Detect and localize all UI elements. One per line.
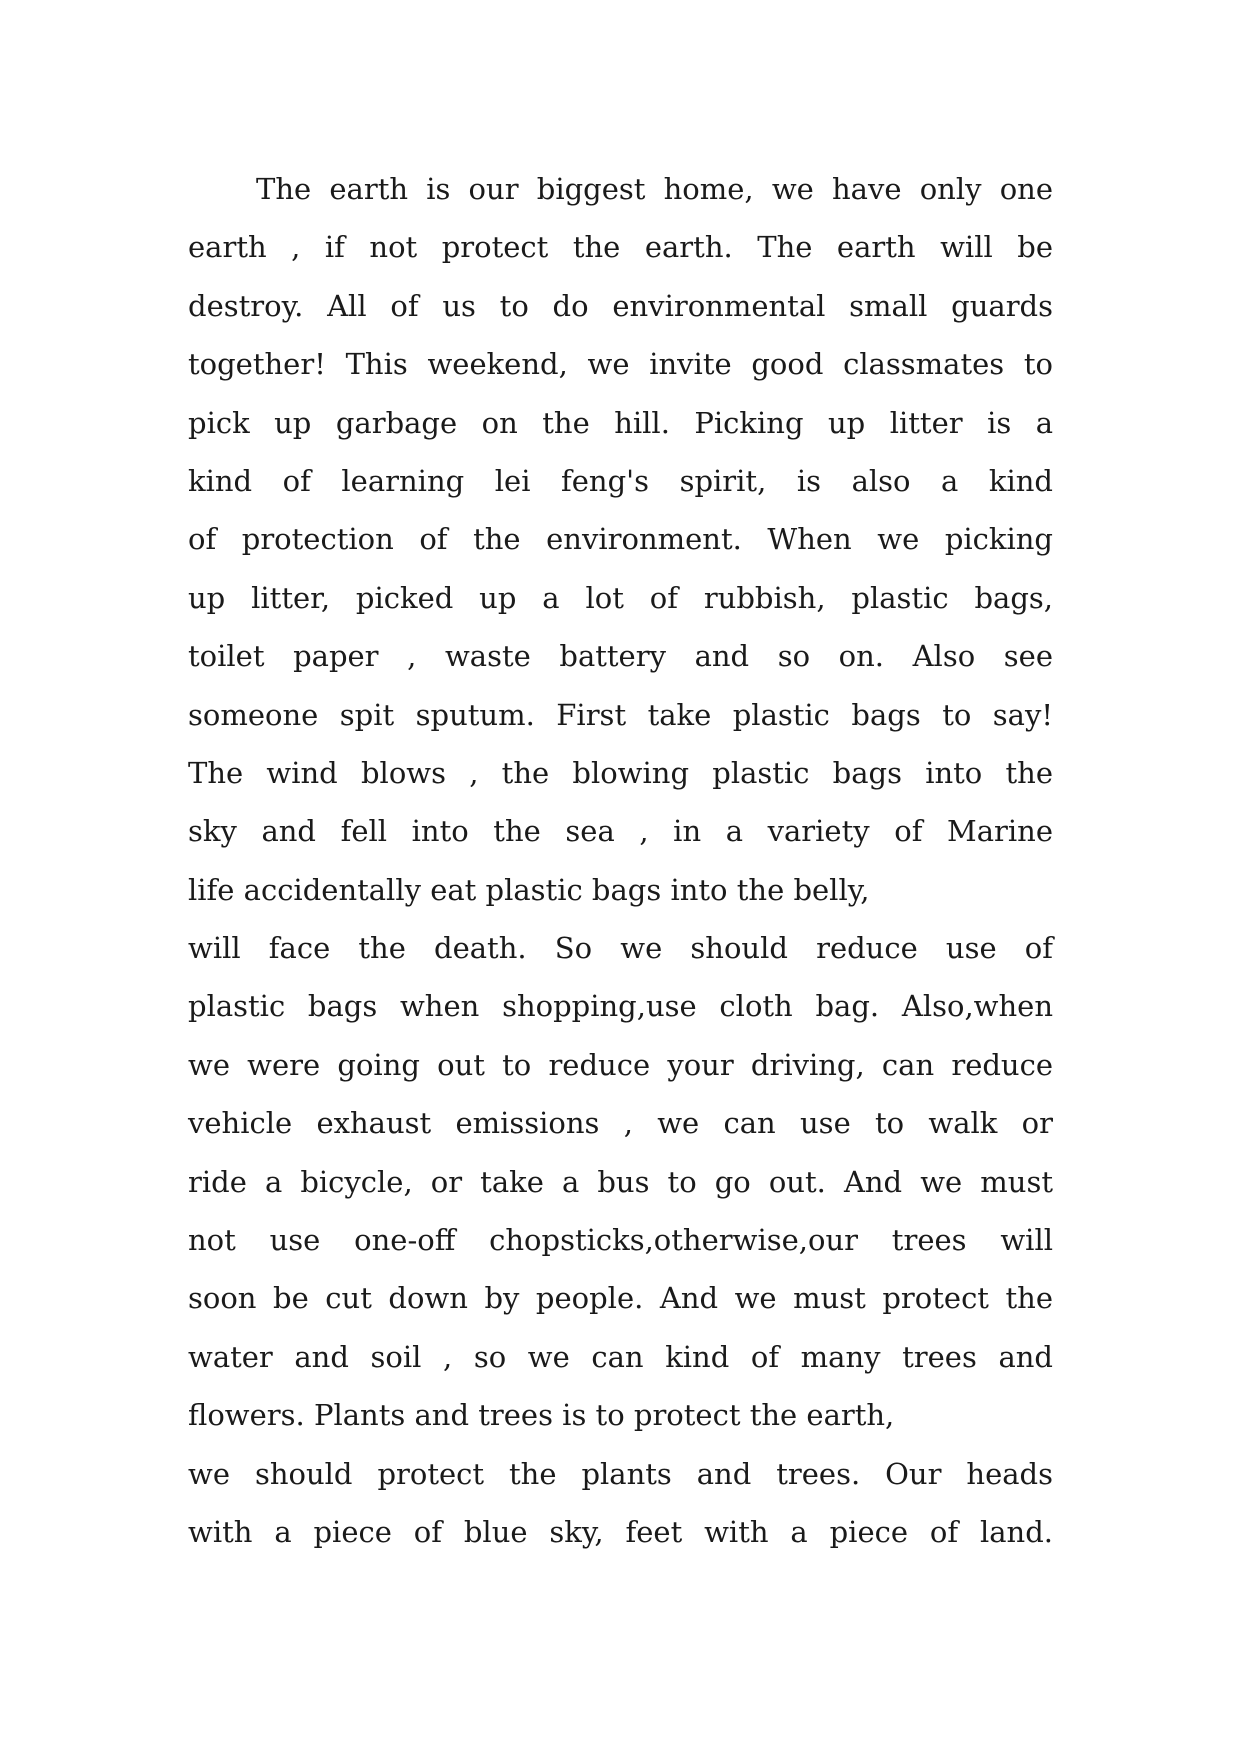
text-line: pick up garbage on the hill. Picking up litter is a: [188, 405, 1053, 440]
text-line: earth , if not protect the earth. The earth will be: [188, 230, 1053, 265]
body-paragraph: [188, 160, 1068, 1561]
text-line: we should protect the plants and trees. Our heads: [188, 1456, 1053, 1491]
text-line: The wind blows , the blowing plastic bags into the: [188, 755, 1053, 790]
text-line: sky and fell into the sea , in a variety of Marine: [188, 814, 1053, 849]
text-line: of protection of the environment. When we picking: [188, 522, 1053, 557]
text-line: not use one-off chopsticks,otherwise,our trees will: [188, 1223, 1053, 1258]
text-line: flowers. Plants and trees is to protect the earth,: [188, 1398, 895, 1433]
text-line: destroy. All of us to do environmental small guards: [188, 288, 1053, 323]
text-line: kind of learning lei feng's spirit, is also a kind: [188, 463, 1053, 498]
text-line: someone spit sputum. First take plastic bags to say!: [188, 697, 1053, 732]
text-line: up litter, picked up a lot of rubbish, plastic bags,: [188, 580, 1053, 615]
text-line: ride a bicycle, or take a bus to go out. And we must: [188, 1164, 1053, 1199]
text-line: life accidentally eat plastic bags into the belly,: [188, 872, 870, 907]
text-line: plastic bags when shopping,use cloth bag. Also,when: [188, 989, 1053, 1024]
text-line: The earth is our biggest home, we have only one: [256, 172, 1053, 206]
text-line: toilet paper , waste battery and so on. Also see: [188, 639, 1053, 674]
text-line: soon be cut down by people. And we must protect the: [188, 1281, 1053, 1316]
text-line: we were going out to reduce your driving, can reduce: [188, 1047, 1053, 1082]
text-line: together! This weekend, we invite good classmates to: [188, 347, 1053, 382]
text-line: will face the death. So we should reduce use of: [188, 931, 1053, 966]
text-line: vehicle exhaust emissions , we can use to walk or: [188, 1106, 1053, 1141]
text-line: with a piece of blue sky, feet with a piece of land.: [188, 1514, 1053, 1549]
text-line: water and soil , so we can kind of many trees and: [188, 1339, 1053, 1374]
